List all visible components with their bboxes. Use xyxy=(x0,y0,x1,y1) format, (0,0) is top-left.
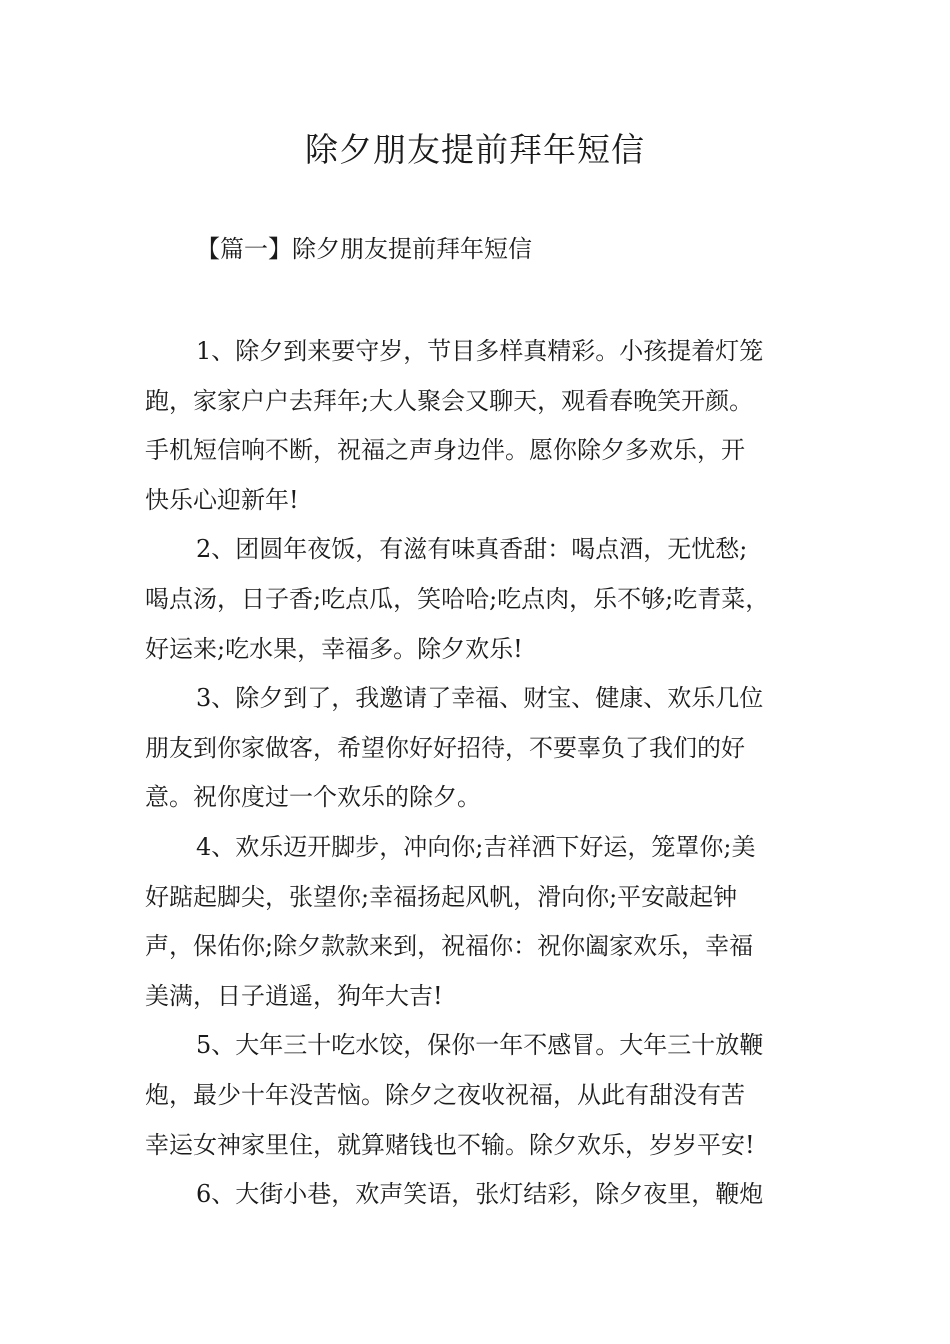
text-line: 5、大年三十吃水饺，保你一年不感冒。大年三十放鞭 xyxy=(196,1031,764,1060)
paragraph-2 xyxy=(145,525,835,674)
document-body xyxy=(145,327,835,1220)
text-line: 2、团圆年夜饭，有滋有味真香甜：喝点酒，无忧愁; xyxy=(196,535,748,564)
text-line: 3、除夕到了，我邀请了幸福、财宝、健康、欢乐几位 xyxy=(196,684,764,713)
text-line: 美满，日子逍遥，狗年大吉! xyxy=(145,981,443,1010)
text-line: 跑，家家户户去拜年;大人聚会又聊天，观看春晚笑开颜。 xyxy=(145,386,754,415)
text-line: 幸运女神家里住，就算赌钱也不输。除夕欢乐，岁岁平安! xyxy=(145,1130,755,1159)
document-title: 除夕朋友提前拜年短信 xyxy=(305,130,645,169)
text-line: 朋友到你家做客，希望你好好招待，不要辜负了我们的好 xyxy=(145,733,745,762)
text-line: 喝点汤，日子香;吃点瓜，笑哈哈;吃点肉，乐不够;吃青菜， xyxy=(145,584,770,613)
paragraph-1 xyxy=(145,327,835,525)
text-line: 好运来;吃水果，幸福多。除夕欢乐! xyxy=(145,634,523,663)
text-line: 4、欢乐迈开脚步，冲向你;吉祥洒下好运，笼罩你;美 xyxy=(196,832,756,861)
text-line: 声，保佑你;除夕款款来到，祝福你：祝你阖家欢乐，幸福 xyxy=(145,932,754,961)
text-line: 好踮起脚尖，张望你;幸福扬起风帆，滑向你;平安敲起钟 xyxy=(145,882,738,911)
text-line: 手机短信响不断，祝福之声身边伴。愿你除夕多欢乐，开 xyxy=(145,436,745,465)
section-heading: 【篇一】除夕朋友提前拜年短信 xyxy=(196,235,532,263)
text-line: 快乐心迎新年! xyxy=(145,485,299,514)
paragraph-4 xyxy=(145,823,835,1021)
text-line: 意。祝你度过一个欢乐的除夕。 xyxy=(145,783,481,812)
text-line: 1、除夕到来要守岁，节目多样真精彩。小孩提着灯笼 xyxy=(196,337,764,365)
text-line: 炮，最少十年没苦恼。除夕之夜收祝福，从此有甜没有苦 xyxy=(145,1080,745,1109)
text-line: 6、大街小巷，欢声笑语，张灯结彩，除夕夜里，鞭炮 xyxy=(196,1180,764,1209)
paragraph-5 xyxy=(145,1021,835,1170)
paragraph-3 xyxy=(145,674,835,823)
paragraph-6 xyxy=(145,1170,835,1220)
